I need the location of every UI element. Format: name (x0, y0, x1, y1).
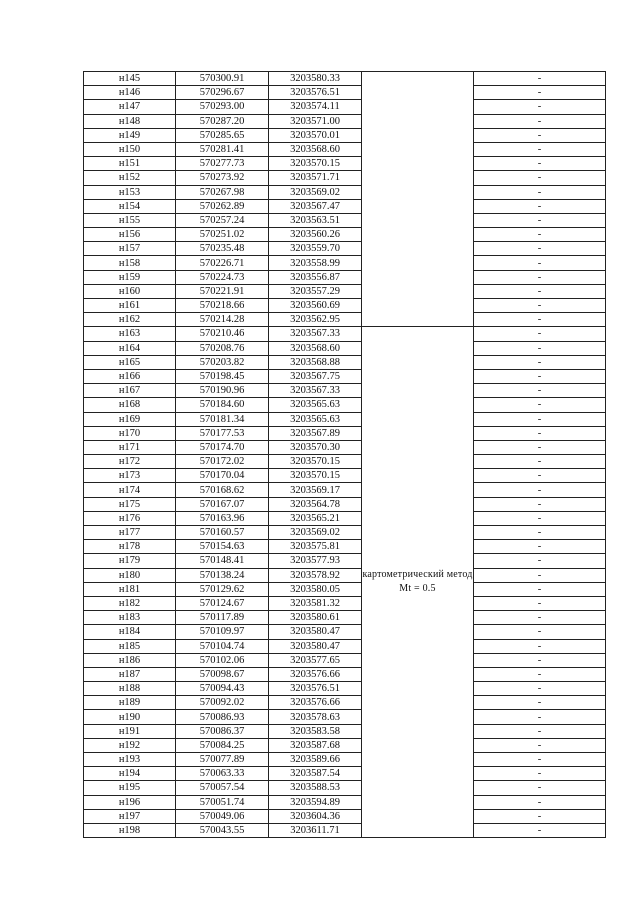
x-coordinate-cell: 570226.71 (176, 256, 269, 270)
y-coordinate-cell: 3203583.58 (269, 724, 362, 738)
y-coordinate-cell: 3203569.02 (269, 185, 362, 199)
note-cell: - (474, 497, 606, 511)
y-coordinate-cell: 3203580.33 (269, 72, 362, 86)
table-row (84, 284, 606, 298)
point-id-cell: н198 (84, 823, 176, 837)
x-coordinate-cell: 570057.54 (176, 781, 269, 795)
table-row (84, 327, 606, 341)
y-coordinate-cell: 3203594.89 (269, 795, 362, 809)
point-id-cell: н182 (84, 596, 176, 610)
point-id-cell: н179 (84, 554, 176, 568)
point-id-cell: н177 (84, 526, 176, 540)
y-coordinate-cell: 3203571.00 (269, 114, 362, 128)
table-row (84, 710, 606, 724)
point-id-cell: н158 (84, 256, 176, 270)
y-coordinate-cell: 3203568.88 (269, 355, 362, 369)
note-cell: - (474, 795, 606, 809)
table-row (84, 369, 606, 383)
note-cell: - (474, 639, 606, 653)
y-coordinate-cell: 3203570.15 (269, 455, 362, 469)
x-coordinate-cell: 570077.89 (176, 753, 269, 767)
note-cell: - (474, 710, 606, 724)
note-cell: - (474, 667, 606, 681)
table-row (84, 213, 606, 227)
note-cell: - (474, 809, 606, 823)
note-cell: - (474, 100, 606, 114)
x-coordinate-cell: 570177.53 (176, 426, 269, 440)
x-coordinate-cell: 570287.20 (176, 114, 269, 128)
note-cell: - (474, 313, 606, 327)
note-cell: - (474, 696, 606, 710)
y-coordinate-cell: 3203557.29 (269, 284, 362, 298)
table-row (84, 355, 606, 369)
x-coordinate-cell: 570181.34 (176, 412, 269, 426)
x-coordinate-cell: 570154.63 (176, 540, 269, 554)
x-coordinate-cell: 570174.70 (176, 440, 269, 454)
point-id-cell: н161 (84, 299, 176, 313)
x-coordinate-cell: 570210.46 (176, 327, 269, 341)
x-coordinate-cell: 570148.41 (176, 554, 269, 568)
x-coordinate-cell: 570203.82 (176, 355, 269, 369)
table-row (84, 157, 606, 171)
y-coordinate-cell: 3203576.66 (269, 696, 362, 710)
x-coordinate-cell: 570168.62 (176, 483, 269, 497)
note-cell: - (474, 724, 606, 738)
table-row (84, 469, 606, 483)
note-cell: - (474, 653, 606, 667)
note-cell: - (474, 511, 606, 525)
x-coordinate-cell: 570273.92 (176, 171, 269, 185)
x-coordinate-cell: 570104.74 (176, 639, 269, 653)
y-coordinate-cell: 3203570.30 (269, 440, 362, 454)
note-cell: - (474, 455, 606, 469)
method-cell-empty (362, 72, 474, 327)
point-id-cell: н176 (84, 511, 176, 525)
x-coordinate-cell: 570098.67 (176, 667, 269, 681)
note-cell: - (474, 426, 606, 440)
note-cell: - (474, 469, 606, 483)
point-id-cell: н184 (84, 625, 176, 639)
y-coordinate-cell: 3203568.60 (269, 341, 362, 355)
y-coordinate-cell: 3203580.47 (269, 639, 362, 653)
point-id-cell: н188 (84, 682, 176, 696)
note-cell: - (474, 753, 606, 767)
x-coordinate-cell: 570208.76 (176, 341, 269, 355)
point-id-cell: н162 (84, 313, 176, 327)
y-coordinate-cell: 3203556.87 (269, 270, 362, 284)
note-cell: - (474, 369, 606, 383)
table-row (84, 696, 606, 710)
y-coordinate-cell: 3203568.60 (269, 142, 362, 156)
point-id-cell: н187 (84, 667, 176, 681)
note-cell: - (474, 596, 606, 610)
y-coordinate-cell: 3203570.01 (269, 128, 362, 142)
table-row (84, 611, 606, 625)
table-row (84, 582, 606, 596)
x-coordinate-cell: 570267.98 (176, 185, 269, 199)
point-id-cell: н195 (84, 781, 176, 795)
note-cell: - (474, 540, 606, 554)
point-id-cell: н159 (84, 270, 176, 284)
point-id-cell: н148 (84, 114, 176, 128)
point-id-cell: н185 (84, 639, 176, 653)
table-row (84, 526, 606, 540)
table-row (84, 795, 606, 809)
point-id-cell: н192 (84, 738, 176, 752)
table-row (84, 114, 606, 128)
note-cell: - (474, 185, 606, 199)
y-coordinate-cell: 3203570.15 (269, 469, 362, 483)
point-id-cell: н150 (84, 142, 176, 156)
point-id-cell: н197 (84, 809, 176, 823)
x-coordinate-cell: 570262.89 (176, 199, 269, 213)
note-cell: - (474, 213, 606, 227)
x-coordinate-cell: 570190.96 (176, 384, 269, 398)
table-row (84, 242, 606, 256)
x-coordinate-cell: 570281.41 (176, 142, 269, 156)
table-row (84, 667, 606, 681)
note-cell: - (474, 440, 606, 454)
point-id-cell: н174 (84, 483, 176, 497)
point-id-cell: н180 (84, 568, 176, 582)
y-coordinate-cell: 3203567.89 (269, 426, 362, 440)
y-coordinate-cell: 3203567.47 (269, 199, 362, 213)
y-coordinate-cell: 3203576.51 (269, 86, 362, 100)
x-coordinate-cell: 570224.73 (176, 270, 269, 284)
x-coordinate-cell: 570167.07 (176, 497, 269, 511)
y-coordinate-cell: 3203567.33 (269, 384, 362, 398)
x-coordinate-cell: 570086.37 (176, 724, 269, 738)
point-id-cell: н190 (84, 710, 176, 724)
table-row (84, 100, 606, 114)
table-row (84, 412, 606, 426)
note-cell: - (474, 412, 606, 426)
table-row (84, 639, 606, 653)
table-row (84, 823, 606, 837)
y-coordinate-cell: 3203565.63 (269, 412, 362, 426)
table-row (84, 128, 606, 142)
point-id-cell: н172 (84, 455, 176, 469)
table-row (84, 398, 606, 412)
x-coordinate-cell: 570084.25 (176, 738, 269, 752)
point-id-cell: н191 (84, 724, 176, 738)
y-coordinate-cell: 3203569.17 (269, 483, 362, 497)
point-id-cell: н153 (84, 185, 176, 199)
table-row (84, 341, 606, 355)
x-coordinate-cell: 570043.55 (176, 823, 269, 837)
x-coordinate-cell: 570117.89 (176, 611, 269, 625)
table-row (84, 256, 606, 270)
note-cell: - (474, 270, 606, 284)
y-coordinate-cell: 3203569.02 (269, 526, 362, 540)
x-coordinate-cell: 570092.02 (176, 696, 269, 710)
y-coordinate-cell: 3203580.47 (269, 625, 362, 639)
x-coordinate-cell: 570184.60 (176, 398, 269, 412)
table-row (84, 313, 606, 327)
point-id-cell: н168 (84, 398, 176, 412)
y-coordinate-cell: 3203559.70 (269, 242, 362, 256)
point-id-cell: н157 (84, 242, 176, 256)
table-row (84, 72, 606, 86)
point-id-cell: н169 (84, 412, 176, 426)
y-coordinate-cell: 3203576.66 (269, 667, 362, 681)
x-coordinate-cell: 570277.73 (176, 157, 269, 171)
note-cell: - (474, 526, 606, 540)
table-row (84, 554, 606, 568)
point-id-cell: н189 (84, 696, 176, 710)
x-coordinate-cell: 570293.00 (176, 100, 269, 114)
y-coordinate-cell: 3203577.93 (269, 554, 362, 568)
point-id-cell: н151 (84, 157, 176, 171)
note-cell: - (474, 625, 606, 639)
y-coordinate-cell: 3203560.26 (269, 228, 362, 242)
note-cell: - (474, 284, 606, 298)
table-row (84, 497, 606, 511)
y-coordinate-cell: 3203581.32 (269, 596, 362, 610)
table-row (84, 455, 606, 469)
table-row (84, 199, 606, 213)
y-coordinate-cell: 3203587.54 (269, 767, 362, 781)
y-coordinate-cell: 3203580.61 (269, 611, 362, 625)
coordinates-table-body (84, 72, 606, 838)
note-cell: - (474, 823, 606, 837)
table-row (84, 625, 606, 639)
table-row (84, 228, 606, 242)
y-coordinate-cell: 3203571.71 (269, 171, 362, 185)
x-coordinate-cell: 570170.04 (176, 469, 269, 483)
point-id-cell: н152 (84, 171, 176, 185)
table-row (84, 384, 606, 398)
note-cell: - (474, 242, 606, 256)
y-coordinate-cell: 3203564.78 (269, 497, 362, 511)
point-id-cell: н194 (84, 767, 176, 781)
x-coordinate-cell: 570124.67 (176, 596, 269, 610)
y-coordinate-cell: 3203565.63 (269, 398, 362, 412)
x-coordinate-cell: 570257.24 (176, 213, 269, 227)
note-cell: - (474, 611, 606, 625)
point-id-cell: н164 (84, 341, 176, 355)
coordinates-table (83, 71, 606, 838)
x-coordinate-cell: 570221.91 (176, 284, 269, 298)
note-cell: - (474, 86, 606, 100)
table-row (84, 568, 606, 582)
note-cell: - (474, 355, 606, 369)
note-cell: - (474, 582, 606, 596)
y-coordinate-cell: 3203567.33 (269, 327, 362, 341)
point-id-cell: н183 (84, 611, 176, 625)
note-cell: - (474, 738, 606, 752)
point-id-cell: н170 (84, 426, 176, 440)
note-cell: - (474, 299, 606, 313)
x-coordinate-cell: 570218.66 (176, 299, 269, 313)
table-row (84, 86, 606, 100)
table-row (84, 809, 606, 823)
point-id-cell: н163 (84, 327, 176, 341)
x-coordinate-cell: 570251.02 (176, 228, 269, 242)
point-id-cell: н175 (84, 497, 176, 511)
x-coordinate-cell: 570102.06 (176, 653, 269, 667)
point-id-cell: н181 (84, 582, 176, 596)
note-cell: - (474, 341, 606, 355)
note-cell: - (474, 72, 606, 86)
y-coordinate-cell: 3203611.71 (269, 823, 362, 837)
x-coordinate-cell: 570129.62 (176, 582, 269, 596)
note-cell: - (474, 781, 606, 795)
point-id-cell: н156 (84, 228, 176, 242)
note-cell: - (474, 767, 606, 781)
note-cell: - (474, 682, 606, 696)
table-row (84, 753, 606, 767)
x-coordinate-cell: 570049.06 (176, 809, 269, 823)
x-coordinate-cell: 570172.02 (176, 455, 269, 469)
note-cell: - (474, 142, 606, 156)
note-cell: - (474, 114, 606, 128)
point-id-cell: н171 (84, 440, 176, 454)
table-row (84, 682, 606, 696)
note-cell: - (474, 157, 606, 171)
y-coordinate-cell: 3203576.51 (269, 682, 362, 696)
point-id-cell: н165 (84, 355, 176, 369)
y-coordinate-cell: 3203587.68 (269, 738, 362, 752)
note-cell: - (474, 128, 606, 142)
table-row (84, 483, 606, 497)
x-coordinate-cell: 570086.93 (176, 710, 269, 724)
table-row (84, 270, 606, 284)
point-id-cell: н154 (84, 199, 176, 213)
table-row (84, 653, 606, 667)
point-id-cell: н186 (84, 653, 176, 667)
y-coordinate-cell: 3203558.99 (269, 256, 362, 270)
y-coordinate-cell: 3203565.21 (269, 511, 362, 525)
y-coordinate-cell: 3203578.63 (269, 710, 362, 724)
note-cell: - (474, 327, 606, 341)
note-cell: - (474, 483, 606, 497)
note-cell: - (474, 568, 606, 582)
point-id-cell: н193 (84, 753, 176, 767)
y-coordinate-cell: 3203560.69 (269, 299, 362, 313)
table-row (84, 724, 606, 738)
note-cell: - (474, 199, 606, 213)
note-cell: - (474, 398, 606, 412)
point-id-cell: н146 (84, 86, 176, 100)
y-coordinate-cell: 3203574.11 (269, 100, 362, 114)
note-cell: - (474, 554, 606, 568)
note-cell: - (474, 384, 606, 398)
table-row (84, 171, 606, 185)
point-id-cell: н149 (84, 128, 176, 142)
table-row (84, 185, 606, 199)
x-coordinate-cell: 570285.65 (176, 128, 269, 142)
x-coordinate-cell: 570160.57 (176, 526, 269, 540)
y-coordinate-cell: 3203567.75 (269, 369, 362, 383)
x-coordinate-cell: 570063.33 (176, 767, 269, 781)
table-row (84, 299, 606, 313)
x-coordinate-cell: 570198.45 (176, 369, 269, 383)
table-row (84, 440, 606, 454)
table-row (84, 540, 606, 554)
y-coordinate-cell: 3203604.36 (269, 809, 362, 823)
y-coordinate-cell: 3203575.81 (269, 540, 362, 554)
y-coordinate-cell: 3203578.92 (269, 568, 362, 582)
x-coordinate-cell: 570109.97 (176, 625, 269, 639)
point-id-cell: н167 (84, 384, 176, 398)
table-row (84, 781, 606, 795)
x-coordinate-cell: 570051.74 (176, 795, 269, 809)
x-coordinate-cell: 570094.43 (176, 682, 269, 696)
note-cell: - (474, 228, 606, 242)
note-cell: - (474, 256, 606, 270)
x-coordinate-cell: 570296.67 (176, 86, 269, 100)
y-coordinate-cell: 3203562.95 (269, 313, 362, 327)
y-coordinate-cell: 3203563.51 (269, 213, 362, 227)
point-id-cell: н145 (84, 72, 176, 86)
y-coordinate-cell: 3203580.05 (269, 582, 362, 596)
table-row (84, 596, 606, 610)
point-id-cell: н178 (84, 540, 176, 554)
y-coordinate-cell: 3203570.15 (269, 157, 362, 171)
y-coordinate-cell: 3203577.65 (269, 653, 362, 667)
table-row (84, 738, 606, 752)
point-id-cell: н196 (84, 795, 176, 809)
point-id-cell: н155 (84, 213, 176, 227)
x-coordinate-cell: 570300.91 (176, 72, 269, 86)
table-row (84, 142, 606, 156)
x-coordinate-cell: 570235.48 (176, 242, 269, 256)
point-id-cell: н166 (84, 369, 176, 383)
table-row (84, 511, 606, 525)
point-id-cell: н160 (84, 284, 176, 298)
method-cell: картометрический метод Mt = 0.5 (362, 327, 474, 838)
x-coordinate-cell: 570138.24 (176, 568, 269, 582)
point-id-cell: н147 (84, 100, 176, 114)
x-coordinate-cell: 570214.28 (176, 313, 269, 327)
x-coordinate-cell: 570163.96 (176, 511, 269, 525)
point-id-cell: н173 (84, 469, 176, 483)
table-row (84, 767, 606, 781)
table-row (84, 426, 606, 440)
y-coordinate-cell: 3203589.66 (269, 753, 362, 767)
note-cell: - (474, 171, 606, 185)
y-coordinate-cell: 3203588.53 (269, 781, 362, 795)
